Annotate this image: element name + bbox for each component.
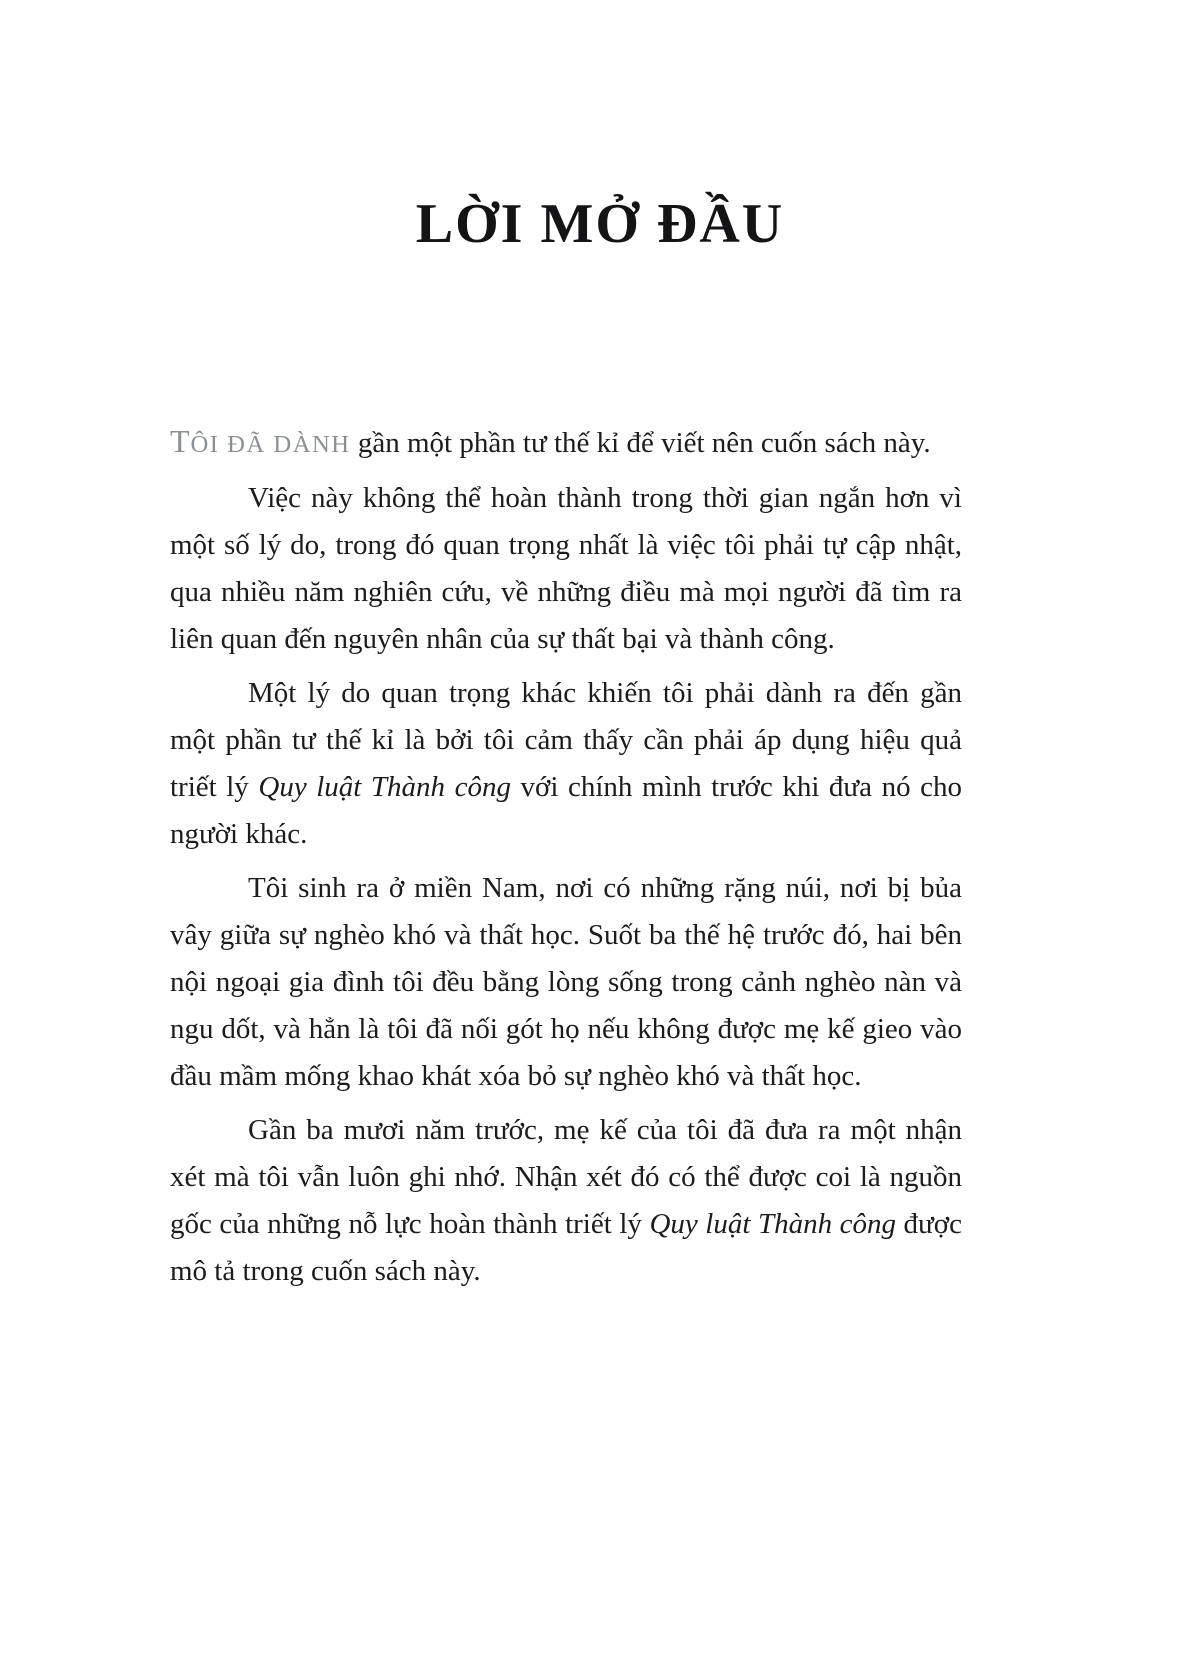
lead-in: [170, 424, 351, 459]
lead-in-initial: T: [170, 424, 191, 459]
text-run: Tôi sinh ra ở miền Nam, nơi có những rặng núi, nơi bị bủa vây giữa sự nghèo khó và thất học. Suốt ba thế hệ trước đó, hai bên nội ngoại gia đình tôi đều bằng lòng sống trong cảnh nghèo nàn và ngu dốt, và hẳn là tôi đã nối gót họ nếu không được mẹ kế gieo vào đầu mầm mống khao khát xóa bỏ sự nghèo khó và thất học.: [170, 872, 962, 1092]
paragraph: [170, 670, 962, 858]
text-run: với chính mình trước khi đưa nó cho người khác.: [170, 771, 962, 850]
text-run: gần một phần tư thế kỉ để viết nên cuốn sách này.: [350, 427, 931, 459]
paragraph: [170, 418, 962, 468]
page-body: [170, 418, 962, 1302]
text-run-italic: Quy luật Thành công: [649, 1208, 896, 1240]
text-run: Việc này không thể hoàn thành trong thời gian ngắn hơn vì một số lý do, trong đó quan trọng nhất là việc tôi phải tự cập nhật, qua nhiều năm nghiên cứu, về những điều mà mọi người đã tìm ra liên quan đến nguyên nhân của sự thất bại và thành công.: [170, 482, 962, 655]
lead-in-rest: ÔI ĐÃ DÀNH: [190, 431, 351, 458]
text-run: Gần ba mươi năm trước, mẹ kế của tôi đã đưa ra một nhận xét mà tôi vẫn luôn ghi nhớ. Nhận xét đó có thể được coi là nguồn gốc của những nỗ lực hoàn thành triết lý: [170, 1114, 962, 1240]
paragraph: [170, 1107, 962, 1295]
paragraph: [170, 475, 962, 663]
page-title: LỜI MỞ ĐẦU: [415, 193, 785, 255]
paragraph: [170, 865, 962, 1100]
text-run: được mô tả trong cuốn sách này.: [170, 1208, 962, 1287]
text-run-italic: Quy luật Thành công: [258, 771, 511, 803]
text-run: Một lý do quan trọng khác khiến tôi phải dành ra đến gần một phần tư thế kỉ là bởi tôi cảm thấy cần phải áp dụng hiệu quả triết lý: [170, 677, 962, 803]
